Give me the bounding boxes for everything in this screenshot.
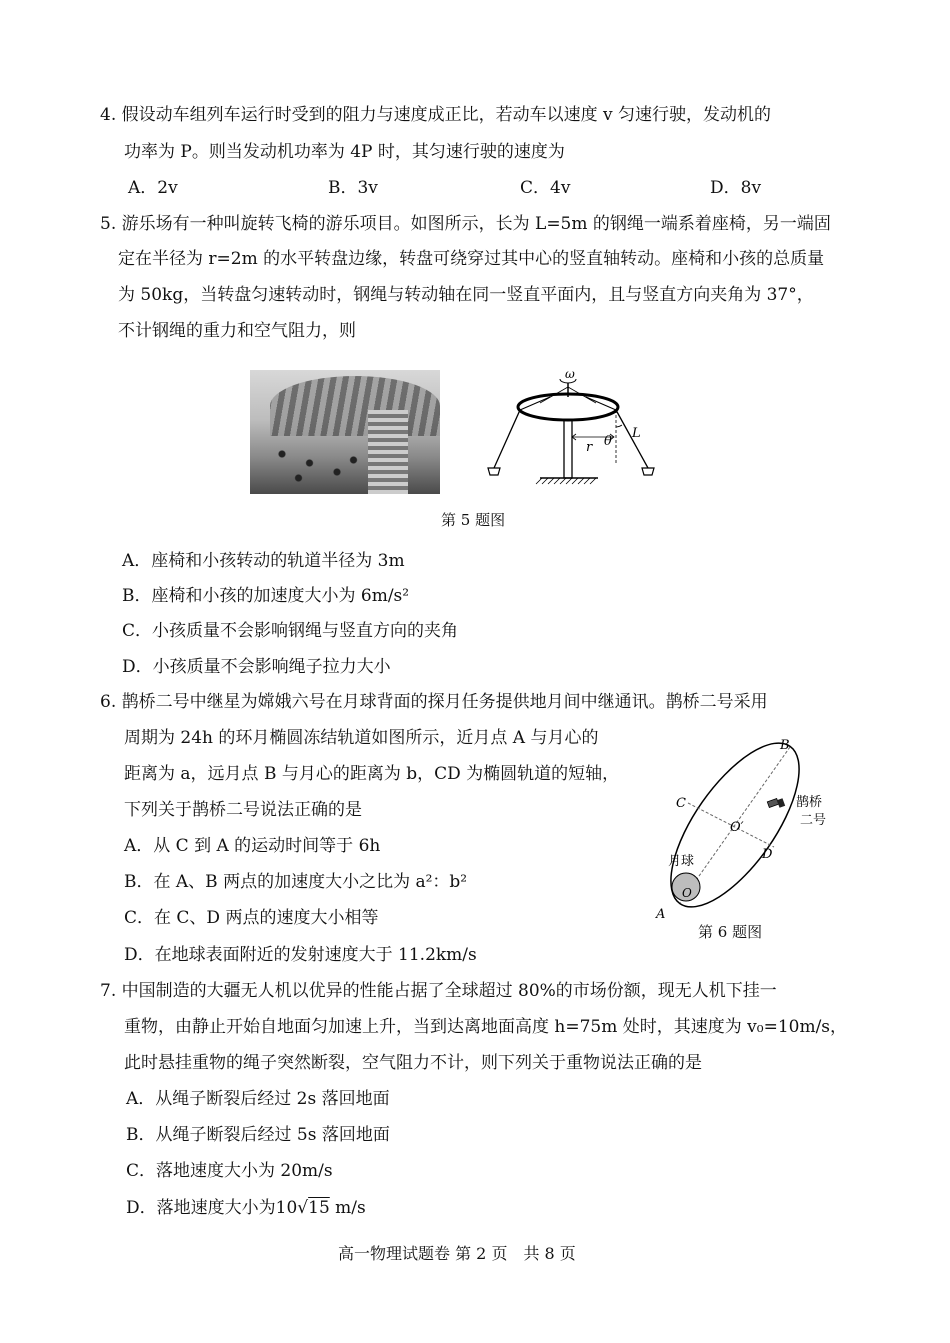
q7-option-d-coefficient: 10	[275, 1198, 298, 1218]
q6-caption: 第 6 题图	[698, 923, 763, 941]
q5-option-b: B．座椅和小孩的加速度大小为 6m/s²	[122, 586, 410, 606]
orbit-diagram	[650, 735, 840, 920]
q7-line3: 此时悬挂重物的绳子突然断裂，空气阻力不计，则下列关于重物说法正确的是	[124, 1053, 702, 1073]
q4-line1: 4. 假设动车组列车运行时受到的阻力与速度成正比，若动车以速度 v 匀速行驶，发动机的	[100, 105, 772, 125]
q7-option-a: A．从绳子断裂后经过 2s 落回地面	[126, 1089, 390, 1109]
q7-option-b: B．从绳子断裂后经过 5s 落回地面	[126, 1125, 390, 1145]
moon-label: 月球	[668, 854, 695, 869]
q7-line1: 7. 中国制造的大疆无人机以优异的性能占据了全球超过 80%的市场份额，现无人机下挂一	[100, 981, 777, 1001]
point-d-label: D	[762, 847, 773, 862]
q5-caption: 第 5 题图	[441, 511, 506, 529]
page-footer: 高一物理试题卷 第 2 页 共 8 页	[338, 1244, 576, 1263]
q5-option-c: C．小孩质量不会影响钢绳与竖直方向的夹角	[122, 621, 459, 641]
q5-line2: 定在半径为 r=2m 的水平转盘边缘，转盘可绕穿过其中心的竖直轴转动。座椅和小孩的总质量	[118, 249, 825, 269]
point-c-label: C	[676, 796, 686, 811]
q7-option-d-prefix: D．落地速度大小为	[126, 1198, 276, 1218]
omega-label: ω	[565, 367, 575, 381]
satellite-label-2: 二号	[800, 813, 827, 828]
q6-option-a: A．从 C 到 A 的运动时间等于 6h	[124, 836, 381, 856]
q7-option-d-unit: m/s	[329, 1198, 366, 1218]
satellite-icon	[767, 798, 785, 808]
swing-ride-diagram	[480, 365, 670, 490]
q5-option-d: D．小孩质量不会影响绳子拉力大小	[122, 657, 391, 677]
q7-option-d-radicand: 15	[308, 1198, 330, 1218]
swing-ride-photo	[250, 370, 440, 494]
q6-line2: 周期为 24h 的环月椭圆冻结轨道如图所示，近月点 A 与月心的	[124, 728, 599, 748]
q7-option-d	[126, 1197, 366, 1219]
q7-option-c: C．落地速度大小为 20m/s	[126, 1161, 333, 1181]
q6-line1: 6. 鹊桥二号中继星为嫦娥六号在月球背面的探月任务提供地月间中继通讯。鹊桥二号采用	[100, 692, 768, 712]
q5-line3: 为 50kg，当转盘匀速转动时，钢绳与转动轴在同一竖直平面内，且与竖直方向夹角为 37°，	[118, 285, 814, 305]
q6-option-c: C．在 C、D 两点的速度大小相等	[124, 908, 379, 928]
sqrt-symbol: √	[297, 1198, 309, 1218]
q6-line3: 距离为 a，远月点 B 与月心的距离为 b，CD 为椭圆轨道的短轴，	[124, 764, 620, 784]
radius-label: r	[586, 440, 593, 455]
q5-line4: 不计钢绳的重力和空气阻力，则	[118, 321, 356, 341]
moon-center-label: O	[682, 886, 692, 900]
q5-line1: 5. 游乐场有一种叫旋转飞椅的游乐项目。如图所示，长为 L=5m 的钢绳一端系着座椅，另一端固	[100, 214, 831, 234]
q4-option-b: B．3v	[328, 178, 378, 198]
q6-option-d: D．在地球表面附近的发射速度大于 11.2km/s	[124, 945, 477, 965]
theta-label: θ	[604, 434, 612, 449]
satellite-label-1: 鹊桥	[796, 795, 823, 810]
q5-option-a: A．座椅和小孩转动的轨道半径为 3m	[122, 551, 405, 571]
q6-line4: 下列关于鹊桥二号说法正确的是	[124, 800, 362, 820]
q4-line2: 功率为 P。则当发动机功率为 4P 时，其匀速行驶的速度为	[124, 142, 565, 162]
point-a-label: A	[656, 907, 666, 920]
q4-option-a: A．2v	[128, 178, 178, 198]
q6-option-b: B．在 A、B 两点的加速度大小之比为 a²：b²	[124, 872, 468, 892]
point-b-label: B	[780, 738, 790, 753]
q4-option-c: C．4v	[520, 178, 571, 198]
q7-line2: 重物，由静止开始自地面匀加速上升，当到达离地面高度 h=75m 处时，其速度为 v₀=10m/s，	[124, 1017, 848, 1037]
center-label: O′	[730, 820, 744, 835]
q4-option-d: D．8v	[710, 178, 762, 198]
length-label: L	[632, 426, 641, 441]
